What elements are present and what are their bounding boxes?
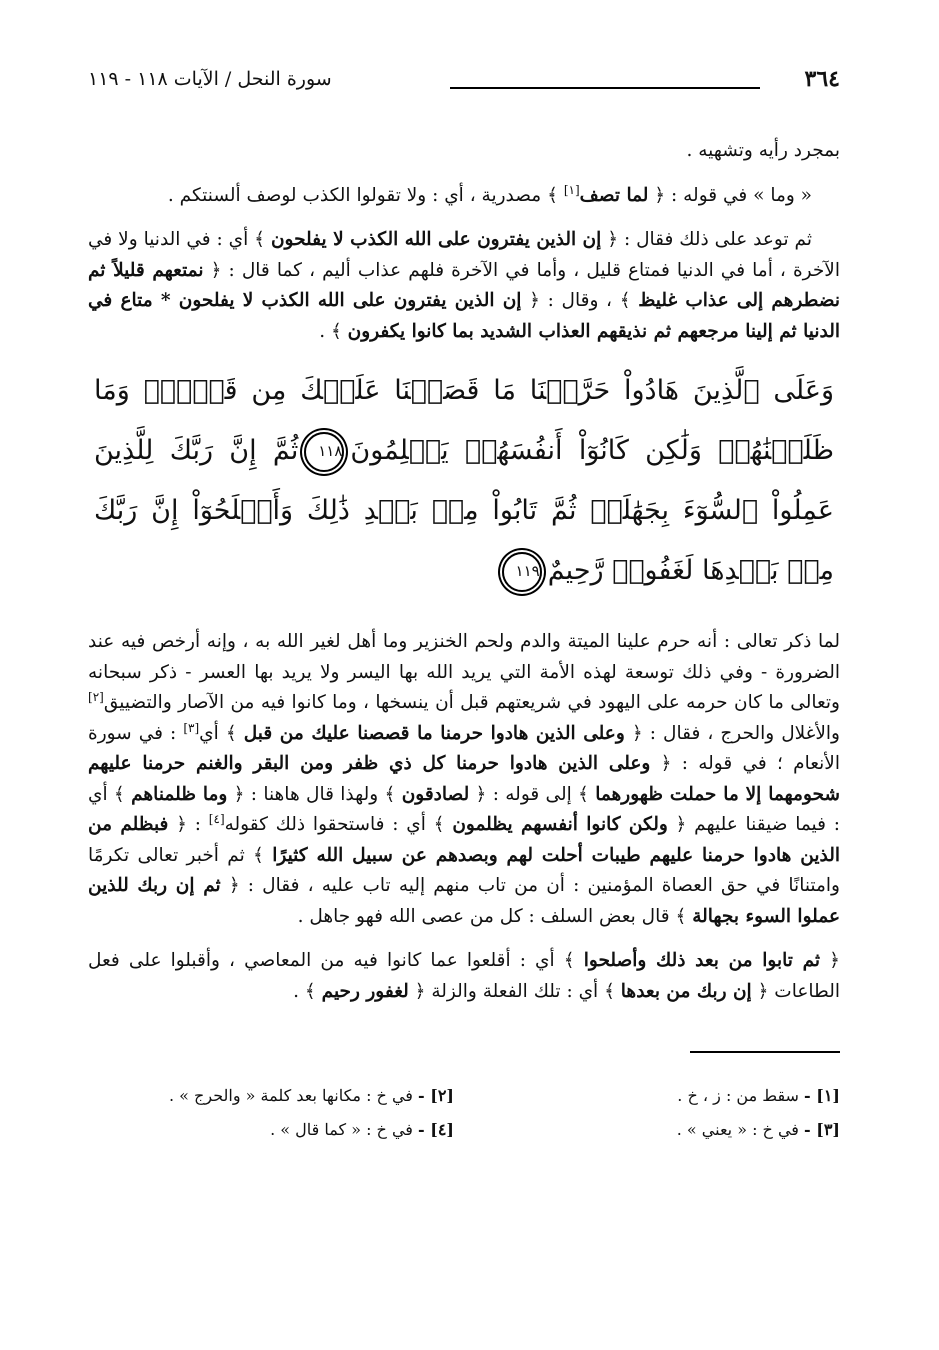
footnote-ref: [١] bbox=[563, 182, 580, 197]
footnote-number: [٢] - bbox=[418, 1086, 454, 1105]
paragraph-text: ﴾ . bbox=[293, 980, 322, 1002]
footnote-1 bbox=[474, 1079, 840, 1113]
paragraph-text: ﴾ أي : أقلعوا عما كانوا فيه من المعاصي ، وأقبلوا على فعل الطاعات ﴿ bbox=[88, 950, 840, 1002]
footnote-ref: [٢] bbox=[88, 689, 104, 704]
footnote-number: [٣] - bbox=[804, 1120, 840, 1139]
page-body bbox=[88, 136, 840, 1007]
footnote-ref: [٤] bbox=[208, 811, 225, 826]
ayah-number-marker: ١١٩ bbox=[502, 552, 542, 592]
quoted-phrase: إن الذين يفترون على الله الكذب لا يفلحون bbox=[270, 229, 602, 250]
paragraph-text: : ﴿ bbox=[168, 814, 209, 835]
quoted-phrase: ثم إن ربك للذين عملوا السوء بجهالة bbox=[88, 875, 840, 927]
quoted-phrase: ولكن كانوا أنفسهم يظلمون bbox=[452, 814, 668, 835]
footnote-2 bbox=[88, 1079, 454, 1113]
page-number: ٣٦٤ bbox=[804, 66, 840, 92]
paragraph-text: ﴾ أي : فاستحقوا ذلك كقوله bbox=[224, 814, 453, 835]
footnote-text: في خ : « يعني » . bbox=[676, 1120, 799, 1139]
quoted-phrase: ثم تابوا من بعد ذلك وأصلحوا bbox=[583, 950, 821, 971]
paragraph-text: ﴾ قال بعض السلف : كل من عصى الله فهو جاهل . bbox=[297, 905, 693, 927]
paragraph-text: ﴾ أي bbox=[199, 722, 244, 744]
running-title: سورة النحل / الآيات ١١٨ - ١١٩ bbox=[88, 68, 332, 90]
paragraph-text: ﴾ ولهذا قال هاهنا : ﴿ bbox=[227, 783, 402, 805]
paragraph-text: لما ذكر تعالى : أنه حرم علينا الميتة والدم ولحم الخنزير وما أهل لغير الله به ، وإنه أرخص فيه عند الضرورة - وفي ذلك توسعة لهذه الأمة التي يريد الله بها اليسر ولا يريد بها العسر - ذكر سبحانه وتعالى ما كان حرمه على اليهود في شريعتهم قبل أن ينسخها ، وما كانوا فيه من الآصار والتضييق bbox=[88, 631, 840, 713]
paragraph-text: ﴾ إلى قوله : ﴿ bbox=[469, 783, 596, 805]
footnote-text: سقط من : ز ، خ . bbox=[677, 1086, 799, 1105]
quoted-phrase: إن الذين يفترون على الله الكذب لا يفلحون * متاع في الدنيا ثم إلينا مرجعهم ثم نذيقهم العذاب الشديد بما كانوا يكفرون bbox=[88, 290, 840, 342]
paragraph-3 bbox=[88, 225, 840, 347]
paragraph-text: : في سورة الأنعام ؛ في قوله : ﴿ bbox=[88, 722, 841, 774]
book-page bbox=[88, 60, 840, 1147]
page-header bbox=[88, 60, 840, 100]
quoted-phrase: لغفور رحيم bbox=[321, 980, 409, 1002]
paragraph-text: ﴾ ثم أخبر تعالى تكرمًا وامتنانًا في حق العصاة المؤمنين : أن من تاب منهم إليه تاب عليه ، فقال : ﴿ bbox=[88, 844, 840, 896]
paragraph-text: والأغلال والحرج ، فقال : ﴿ bbox=[624, 722, 840, 744]
paragraph-text: ﴾ مصدرية ، أي : ولا تقولوا الكذب لوصف ألسنتكم . bbox=[167, 184, 564, 206]
footnote-3 bbox=[474, 1113, 840, 1147]
quoted-phrase: لصادقون bbox=[401, 783, 470, 805]
quran-verses bbox=[94, 361, 834, 601]
paragraph-text: بمجرد رأيه وتشهيه . bbox=[686, 140, 840, 161]
verse-119: ثُمَّ إِنَّ رَبَّكَ لِلَّذِينَ عَمِلُواْ ٱلسُّوٓءَ بِجَهَٰلَةٖ ثُمَّ تَابُواْ مِنۢ بَعۡدِ ذَٰلِكَ وَأَصۡلَحُوٓاْ إِنَّ رَبَّكَ مِنۢ بَعۡدِهَا لَغَفُورٞ رَّحِيمٌ bbox=[94, 435, 834, 586]
quoted-phrase: وعلى الذين هادوا حرمنا كل ذي ظفر ومن البقر والغنم حرمنا عليهم شحومهما إلا ما حملت ظهورهما bbox=[88, 753, 840, 805]
paragraph-text: ﴾ أي : في الدنيا ولا في الآخرة ، أما في الدنيا فمتاع قليل ، وأما في الآخرة فلهم عذاب أليم ، كما قال : ﴿ bbox=[88, 229, 840, 281]
quoted-phrase: إن ربك من بعدها bbox=[620, 980, 752, 1002]
quoted-phrase: فبظلم من الذين هادوا حرمنا عليهم طيبات أحلت لهم وبصدهم عن سبيل الله كثيرًا bbox=[88, 814, 840, 866]
verse-118: وَعَلَى ٱلَّذِينَ هَادُواْ حَرَّمۡنَا مَا قَصَصۡنَا عَلَيۡكَ مِن قَبۡلُۖ وَمَا ظَلَمۡنَٰهُمۡ وَلَٰكِن كَانُوٓاْ أَنفُسَهُمۡ يَظۡلِمُونَ bbox=[94, 375, 834, 466]
tafsir-paragraph-2 bbox=[88, 946, 840, 1007]
paragraph-text: « وما » في قوله : ﴿ bbox=[648, 184, 812, 206]
footnote-number: [٤] - bbox=[418, 1120, 454, 1139]
quoted-phrase: وعلى الذين هادوا حرمنا ما قصصنا عليك من قبل bbox=[243, 722, 625, 744]
paragraph-text: ﴾ . bbox=[319, 320, 348, 342]
paragraph-text: ﴾ ، وقال : ﴿ bbox=[521, 290, 639, 311]
footnote-4 bbox=[88, 1113, 454, 1147]
paragraph-text: ﴾ أي : فيما ضيقنا عليهم ﴿ bbox=[88, 783, 840, 835]
header-rule bbox=[450, 87, 760, 89]
footnote-text: في خ : مكانها بعد كلمة « والحرج » . bbox=[168, 1086, 413, 1105]
ayah-number-marker: ١١٨ bbox=[304, 432, 344, 472]
quoted-phrase: نمتعهم قليلاً ثم نضطرهم إلى عذاب غليظ bbox=[88, 259, 840, 311]
footnote-rule bbox=[690, 1051, 840, 1053]
quoted-phrase: لما تصف bbox=[579, 184, 649, 206]
footnote-text: في خ : « كما قال » . bbox=[270, 1120, 413, 1139]
tafsir-paragraph-1 bbox=[88, 627, 840, 932]
footnote-number: [١] - bbox=[804, 1086, 840, 1105]
paragraph-1 bbox=[88, 136, 840, 167]
footnotes bbox=[88, 1079, 840, 1147]
paragraph-text: ثم توعد على ذلك فقال : ﴿ bbox=[601, 229, 812, 250]
quoted-phrase: وما ظلمناهم bbox=[131, 783, 228, 805]
footnote-ref: [٣] bbox=[183, 720, 200, 735]
paragraph-text: ﴾ أي : تلك الفعلة والزلة ﴿ bbox=[408, 980, 621, 1002]
paragraph-text: ﴿ bbox=[820, 950, 840, 971]
paragraph-2 bbox=[88, 181, 840, 212]
